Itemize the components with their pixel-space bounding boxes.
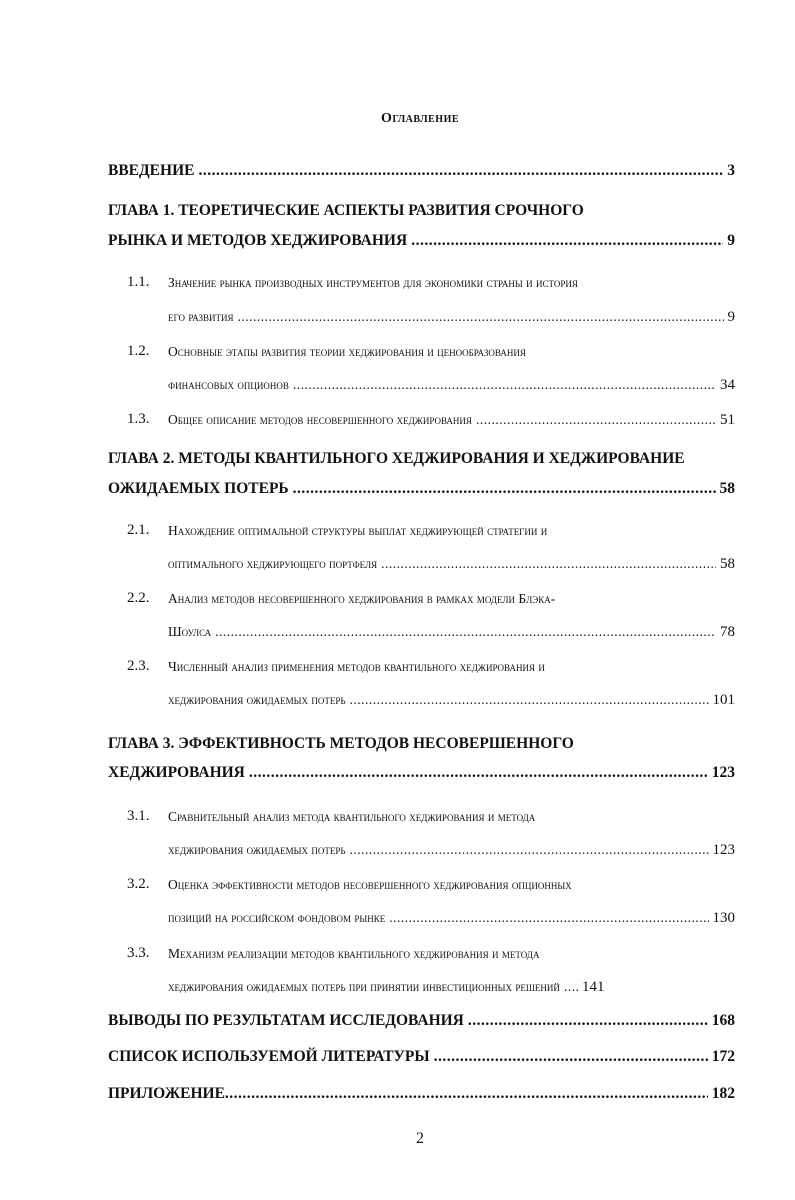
- section-2-3-heading[interactable]: Численный анализ применения методов квантильного хеджирования и: [168, 659, 545, 674]
- leader-dots: [225, 1085, 708, 1103]
- entry-page: 3: [727, 162, 735, 179]
- section-2-1-heading[interactable]: Нахождение оптимальной структуры выплат хеджирующей стратегии и: [168, 523, 548, 538]
- section-3-1-heading[interactable]: Сравнительный анализ метода квантильного хеджирования и метода: [168, 809, 536, 824]
- leader-dots: [238, 309, 724, 325]
- entry-label: хеджирования ожидаемых потерь при принятии инвестиционных решений: [168, 979, 560, 994]
- leader-dots: [476, 412, 716, 428]
- entry-page: 141: [581, 979, 605, 995]
- leader-dots: [198, 162, 723, 180]
- entry-page: 58: [719, 480, 735, 497]
- chapter-2-entry[interactable]: [108, 480, 735, 498]
- leader-dots: [215, 624, 716, 640]
- entry-page: 78: [720, 624, 735, 640]
- entry-label: СПИСОК ИСПОЛЬЗУЕМОЙ ЛИТЕРАТУРЫ: [108, 1048, 430, 1065]
- section-1-3-entry[interactable]: [168, 412, 735, 429]
- leader-dots: [564, 979, 578, 995]
- section-3-1-entry[interactable]: [168, 842, 735, 859]
- section-number: 1.2.: [127, 343, 150, 359]
- section-number: 3.1.: [127, 808, 150, 824]
- entry-page: 34: [720, 377, 735, 393]
- entry-label: оптимального хеджирующего портфеля: [168, 556, 378, 571]
- entry-label: Общее описание методов несовершенного хеджирования: [168, 412, 472, 427]
- section-number: 1.1.: [127, 274, 150, 290]
- leader-dots: [350, 842, 709, 858]
- chapter-1-heading[interactable]: ГЛАВА 1. ТЕОРЕТИЧЕСКИЕ АСПЕКТЫ РАЗВИТИЯ СРОЧНОГО: [108, 202, 584, 219]
- entry-page: 58: [720, 556, 735, 572]
- entry-page: 168: [711, 1012, 735, 1029]
- section-3-3-entry[interactable]: [168, 979, 735, 996]
- section-number: 2.2.: [127, 590, 150, 606]
- section-2-2-entry[interactable]: [168, 624, 735, 641]
- entry-label: его развития: [168, 309, 234, 324]
- chapter-1-entry[interactable]: [108, 232, 735, 250]
- chapter-3-heading[interactable]: ГЛАВА 3. ЭФФЕКТИВНОСТЬ МЕТОДОВ НЕСОВЕРШЕННОГО: [108, 735, 574, 752]
- page-number: 2: [416, 1130, 424, 1147]
- entry-page: 123: [712, 842, 735, 858]
- leader-dots: [389, 910, 708, 926]
- leader-dots: [293, 377, 716, 393]
- section-number: 2.1.: [127, 522, 150, 538]
- chapter-3-entry[interactable]: [108, 764, 735, 782]
- section-3-2-entry[interactable]: [168, 910, 735, 927]
- section-3-2-heading[interactable]: Оценка эффективности методов несовершенного хеджирования опционных: [168, 877, 572, 892]
- entry-page: 123: [711, 764, 735, 781]
- entry-page: 130: [712, 910, 735, 926]
- toc-entry-introduction[interactable]: [108, 162, 735, 180]
- entry-label: ВЫВОДЫ ПО РЕЗУЛЬТАТАМ ИССЛЕДОВАНИЯ: [108, 1012, 464, 1029]
- section-2-2-heading[interactable]: Анализ методов несовершенного хеджирования в рамках модели Блэка-: [168, 591, 556, 606]
- entry-page: 101: [712, 692, 735, 708]
- entry-label: хеджирования ожидаемых потерь: [168, 692, 346, 707]
- leader-dots: [293, 480, 716, 498]
- entry-label: позиций на российском фондовом рынке: [168, 910, 386, 925]
- toc-title: Оглавление: [380, 111, 460, 126]
- section-1-1-heading[interactable]: Значение рынка производных инструментов для экономики страны и история: [168, 275, 578, 290]
- entry-page: 9: [727, 232, 735, 249]
- section-number: 1.3.: [127, 411, 150, 427]
- section-3-3-heading[interactable]: Механизм реализации методов квантильного хеджирования и метода: [168, 946, 540, 961]
- section-number: 2.3.: [127, 658, 150, 674]
- leader-dots: [350, 692, 709, 708]
- section-2-3-entry[interactable]: [168, 692, 735, 709]
- section-1-1-entry[interactable]: [168, 309, 735, 326]
- leader-dots: [434, 1048, 708, 1066]
- entry-page: 172: [711, 1048, 735, 1065]
- toc-entry-references[interactable]: [108, 1048, 735, 1066]
- entry-page: 9: [727, 309, 735, 325]
- section-1-2-entry[interactable]: [168, 377, 735, 394]
- toc-entry-appendix[interactable]: [108, 1085, 735, 1103]
- leader-dots: [249, 764, 708, 782]
- entry-label: ОЖИДАЕМЫХ ПОТЕРЬ: [108, 480, 289, 497]
- entry-page: 51: [720, 412, 735, 428]
- toc-entry-conclusions[interactable]: [108, 1012, 735, 1030]
- section-1-2-heading[interactable]: Основные этапы развития теории хеджирования и ценообразования: [168, 344, 526, 359]
- leader-dots: [381, 556, 716, 572]
- section-number: 3.3.: [127, 945, 150, 961]
- entry-label: ВВЕДЕНИЕ: [108, 162, 195, 179]
- section-2-1-entry[interactable]: [168, 556, 735, 573]
- leader-dots: [411, 232, 723, 250]
- entry-page: 182: [711, 1085, 735, 1102]
- entry-label: РЫНКА И МЕТОДОВ ХЕДЖИРОВАНИЯ: [108, 232, 408, 249]
- entry-label: хеджирования ожидаемых потерь: [168, 842, 346, 857]
- leader-dots: [468, 1012, 708, 1030]
- section-number: 3.2.: [127, 876, 150, 892]
- entry-label: финансовых опционов: [168, 377, 289, 392]
- entry-label: ХЕДЖИРОВАНИЯ: [108, 764, 245, 781]
- entry-label: Шоулса: [168, 624, 212, 639]
- chapter-2-heading[interactable]: ГЛАВА 2. МЕТОДЫ КВАНТИЛЬНОГО ХЕДЖИРОВАНИЯ И ХЕДЖИРОВАНИЕ: [108, 450, 685, 467]
- entry-label: ПРИЛОЖЕНИЕ: [108, 1085, 225, 1102]
